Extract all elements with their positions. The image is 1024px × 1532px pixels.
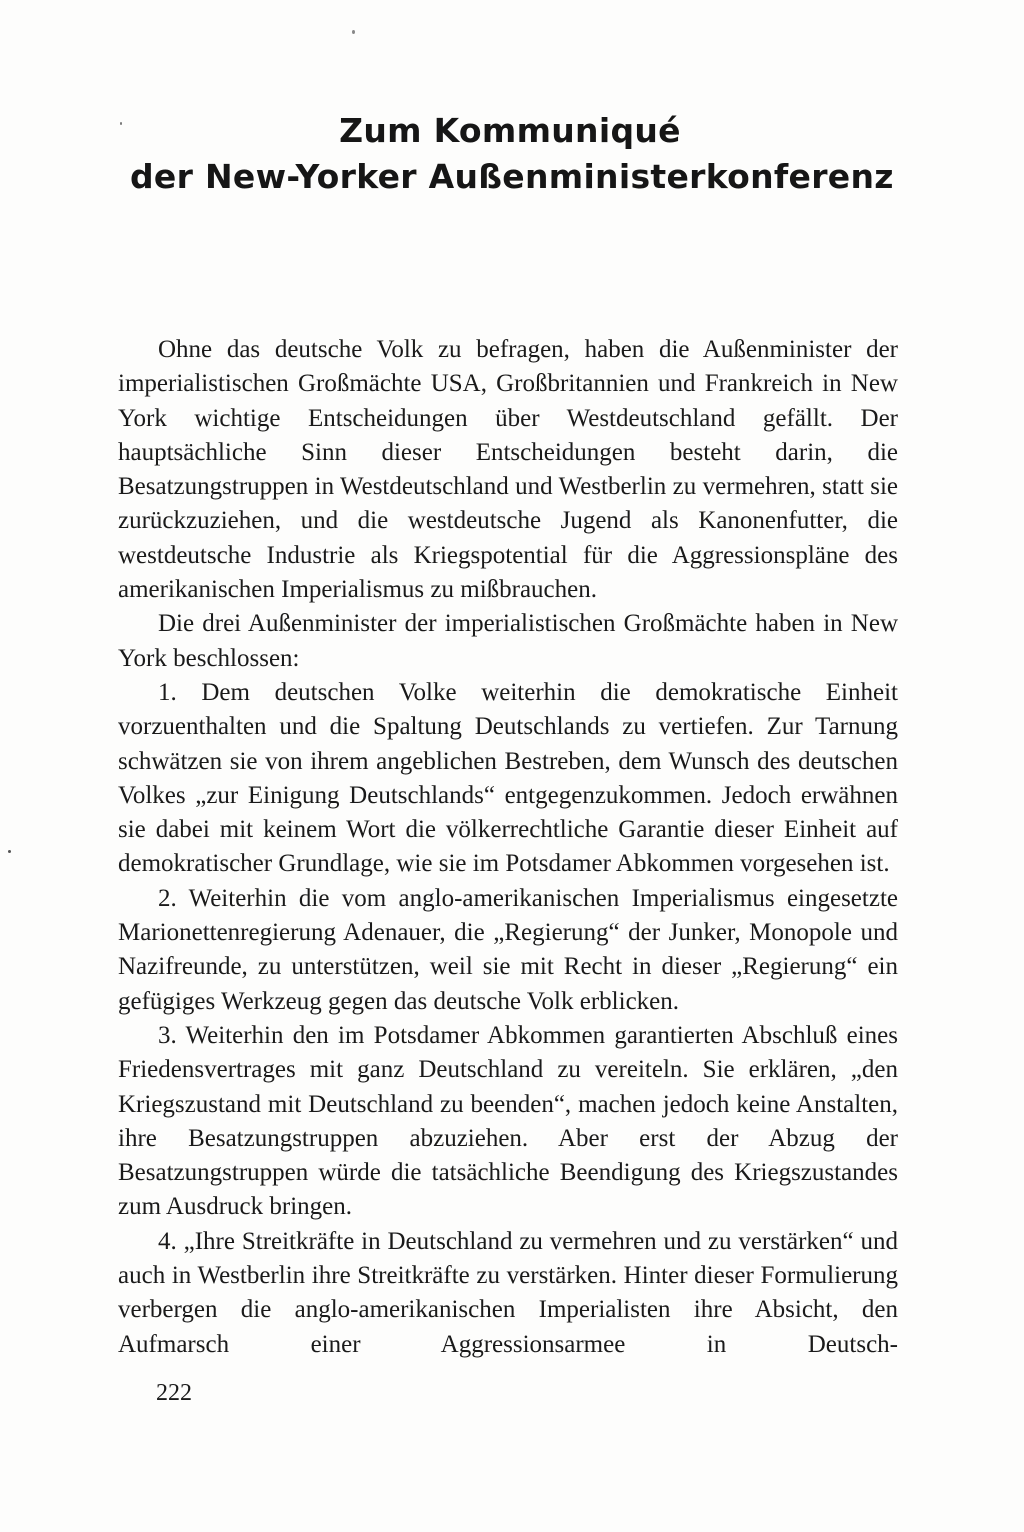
body-text <box>118 333 898 1362</box>
print-speck <box>8 850 11 853</box>
list-item-2: 2. Weiterhin die vom anglo-amerikanischen Imperialismus eingesetzte Marionettenregierung Adenauer, die „Regierung“ der Junker, Monopole und Nazifreunde, zu unterstützen, weil sie mit Recht in dieser „Regierung“ ein gefügiges Werkzeug gegen das deutsche Volk erblicken. <box>118 884 898 1015</box>
chapter-title-line-1: Zum Kommuniqué <box>339 111 681 150</box>
list-item-3: 3. Weiterhin den im Potsdamer Abkommen garantierten Abschluß eines Friedensvertrages mit ganz Deutschland zu vereiteln. Sie erklären, „den Kriegszustand mit Deutschland zu beenden“, machen jedoch keine Anstalten, ihre Besatzungstruppen abzuziehen. Aber erst der Abzug der Besatzungstruppen würde die tatsächliche Beendigung des Kriegszustandes zum Ausdruck bringen. <box>118 1021 898 1221</box>
paragraph: Ohne das deutsche Volk zu befragen, haben die Außenminister der imperialistischen Großmächte USA, Großbritannien und Frankreich in New York wichtige Entscheidungen über Westdeutschland gefällt. Der hauptsächliche Sinn dieser Entscheidungen besteht darin, die Besatzungstruppen in Westdeutschland und Westberlin zu vermehren, statt sie zurückzuziehen, und die westdeutsche Jugend als Kanonenfutter, die westdeutsche Industrie als Kriegspotential für die Aggressionspläne des amerikanischen Imperialismus zu mißbrauchen. <box>118 336 898 604</box>
chapter-title-line-2: der New-Yorker Außenministerkonferenz <box>130 157 894 196</box>
print-speck <box>120 122 122 125</box>
page-number: 222 <box>156 1380 192 1406</box>
list-item-4: 4. „Ihre Streitkräfte in Deutschland zu vermehren und zu verstärken“ und auch in Westberlin ihre Streitkräfte zu verstärken. Hinter dieser Formulierung verbergen die anglo-amerikanischen Imperialisten ihre Absicht, den Aufmarsch einer Aggressionsarmee in Deutsch- <box>118 1227 898 1358</box>
print-speck <box>352 30 355 34</box>
paragraph: Die drei Außenminister der imperialistischen Großmächte haben in New York beschlossen: <box>118 610 898 672</box>
list-item-1: 1. Dem deutschen Volke weiterhin die demokratische Einheit vorzuenthalten und die Spaltung Deutschlands zu vertiefen. Zur Tarnung schwätzen sie von ihrem angeblichen Bestreben, dem Wunsch des deutschen Volkes „zur Einigung Deutschlands“ entgegenzukommen. Jedoch erwähnen sie dabei mit keinem Wort die völkerrechtliche Garantie dieser Einheit auf demokratischer Grundlage, wie sie im Potsdamer Abkommen vorgesehen ist. <box>118 678 898 878</box>
chapter-title <box>130 108 894 200</box>
